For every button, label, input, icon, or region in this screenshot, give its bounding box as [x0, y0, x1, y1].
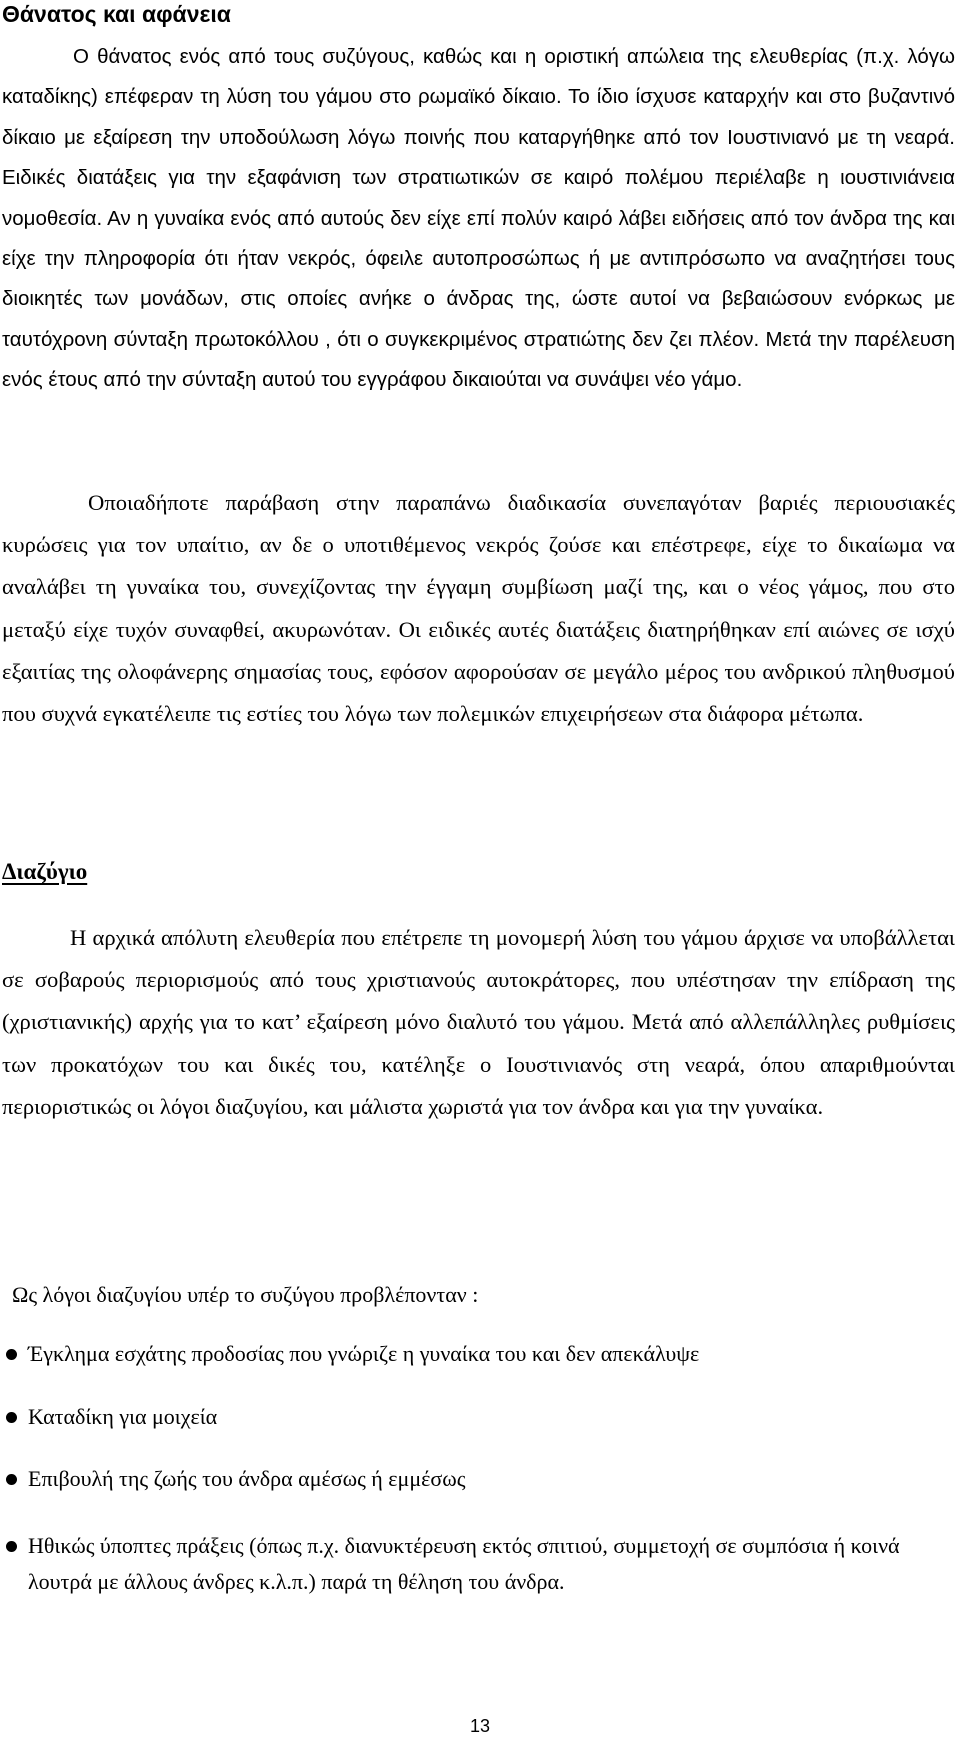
divorce-reasons-list — [0, 1340, 955, 1600]
list-item — [0, 1528, 955, 1600]
list-item-text: Έγκλημα εσχάτης προδοσίας που γνώριζε η γυναίκα του και δεν απεκάλυψε — [28, 1341, 700, 1366]
paragraph-divorce-1: Η αρχικά απόλυτη ελευθερία που επέτρεπε τη μονομερή λύση του γάμου άρχισε να υποβάλλεται σε σοβαρούς περιορισμούς από τους χριστιανούς αυτοκράτορες, που υπέστησαν την επίδραση της (χριστιανικής) αρχής για το κατ’ εξαίρεση μόνο διαλυτό του γάμου. Μετά από αλλεπάλληλες ρυθμίσεις των προκατόχων του και δικές του, κατέληξε ο Ιουστινιανός στη νεαρά, όπου απαριθμούνται περιοριστικώς οι λόγοι διαζυγίου, και μάλιστα χωριστά για τον άνδρα και για την γυναίκα. — [2, 925, 955, 1119]
list-item — [0, 1340, 955, 1368]
list-item — [0, 1403, 955, 1431]
page-number: 13 — [469, 1716, 491, 1736]
bullet-icon — [6, 1474, 17, 1485]
section-title-death: Θάνατος και αφάνεια — [2, 1, 231, 27]
paragraph-death-2: Οποιαδήποτε παράβαση στην παραπάνω διαδικασία συνεπαγόταν βαριές περιουσιακές κυρώσεις για τον υπαίτιο, αν δε ο υποτιθέμενος νεκρός ζούσε και επέστρεφε, είχε το δικαίωμα να αναλάβει τη γυναίκα του, συνεχίζοντας την έγγαμη συμβίωση μαζί της, και ο νέος γάμος, που στο μεταξύ είχε τυχόν συναφθεί, ακυρωνόταν. Οι ειδικές αυτές διατάξεις διατηρήθηκαν επί αιώνες σε ισχύ εξαιτίας της ολοφάνερης σημασίας τους, εφόσον αφορούσαν σε μεγάλο μέρος του ανδρικού πληθυσμού που συχνά εγκατέλειπε τις εστίες του λόγω των πολεμικών επιχειρήσεων στα διάφορα μέτωπα. — [2, 490, 955, 727]
list-item — [0, 1465, 955, 1493]
paragraph-death-1: Ο θάνατος ενός από τους συζύγους, καθώς και η οριστική απώλεια της ελευθερίας (π.χ. λόγω καταδίκης) επέφεραν τη λύση του γάμου στο ρωμαϊκό δίκαιο. Το ίδιο ίσχυσε καταρχήν και στο βυζαντινό δίκαιο με εξαίρεση την υποδούλωση λόγω ποινής που καταργήθηκε από τον Ιουστινιανό με τη νεαρά. Ειδικές διατάξεις για την εξαφάνιση των στρατιωτικών σε καιρό πολέμου περιέλαβε η ιουστινιάνεια νομοθεσία. Αν η γυναίκα ενός από αυτούς δεν είχε επί πολύν καιρό λάβει ειδήσεις από τον άνδρα της και είχε την πληροφορία ότι ήταν νεκρός, όφειλε αυτοπροσώπως ή με αντιπρόσωπο να αναζητήσει τους διοικητές των μονάδων, στις οποίες ανήκε ο άνδρας της, ώστε αυτοί να βεβαιώσουν ενόρκως με ταυτόχρονη σύνταξη πρωτοκόλλου , ότι ο συγκεκριμένος στρατιώτης δεν ζει πλέον. Μετά την παρέλευση ενός έτους από την σύνταξη αυτού του εγγράφου δικαιούται να συνάψει νέο γάμο. — [2, 45, 955, 392]
bullet-icon — [6, 1412, 17, 1423]
bullet-icon — [6, 1349, 17, 1360]
list-item-text: Επιβουλή της ζωής του άνδρα αμέσως ή εμμέσως — [28, 1466, 466, 1491]
list-item-text: Ηθικώς ύποπτες πράξεις (όπως π.χ. διανυκτέρευση εκτός σπιτιού, συμμετοχή σε συμπόσια ή κοινά λουτρά με άλλους άνδρες κ.λ.π.) παρά τη θέληση του άνδρα. — [28, 1532, 900, 1594]
list-item-text: Καταδίκη για μοιχεία — [28, 1403, 218, 1429]
bullet-icon — [6, 1541, 17, 1552]
divorce-reasons-intro: Ως λόγοι διαζυγίου υπέρ το συζύγου προβλέπονταν : — [12, 1282, 479, 1307]
section-title-divorce: Διαζύγιο — [2, 859, 88, 884]
